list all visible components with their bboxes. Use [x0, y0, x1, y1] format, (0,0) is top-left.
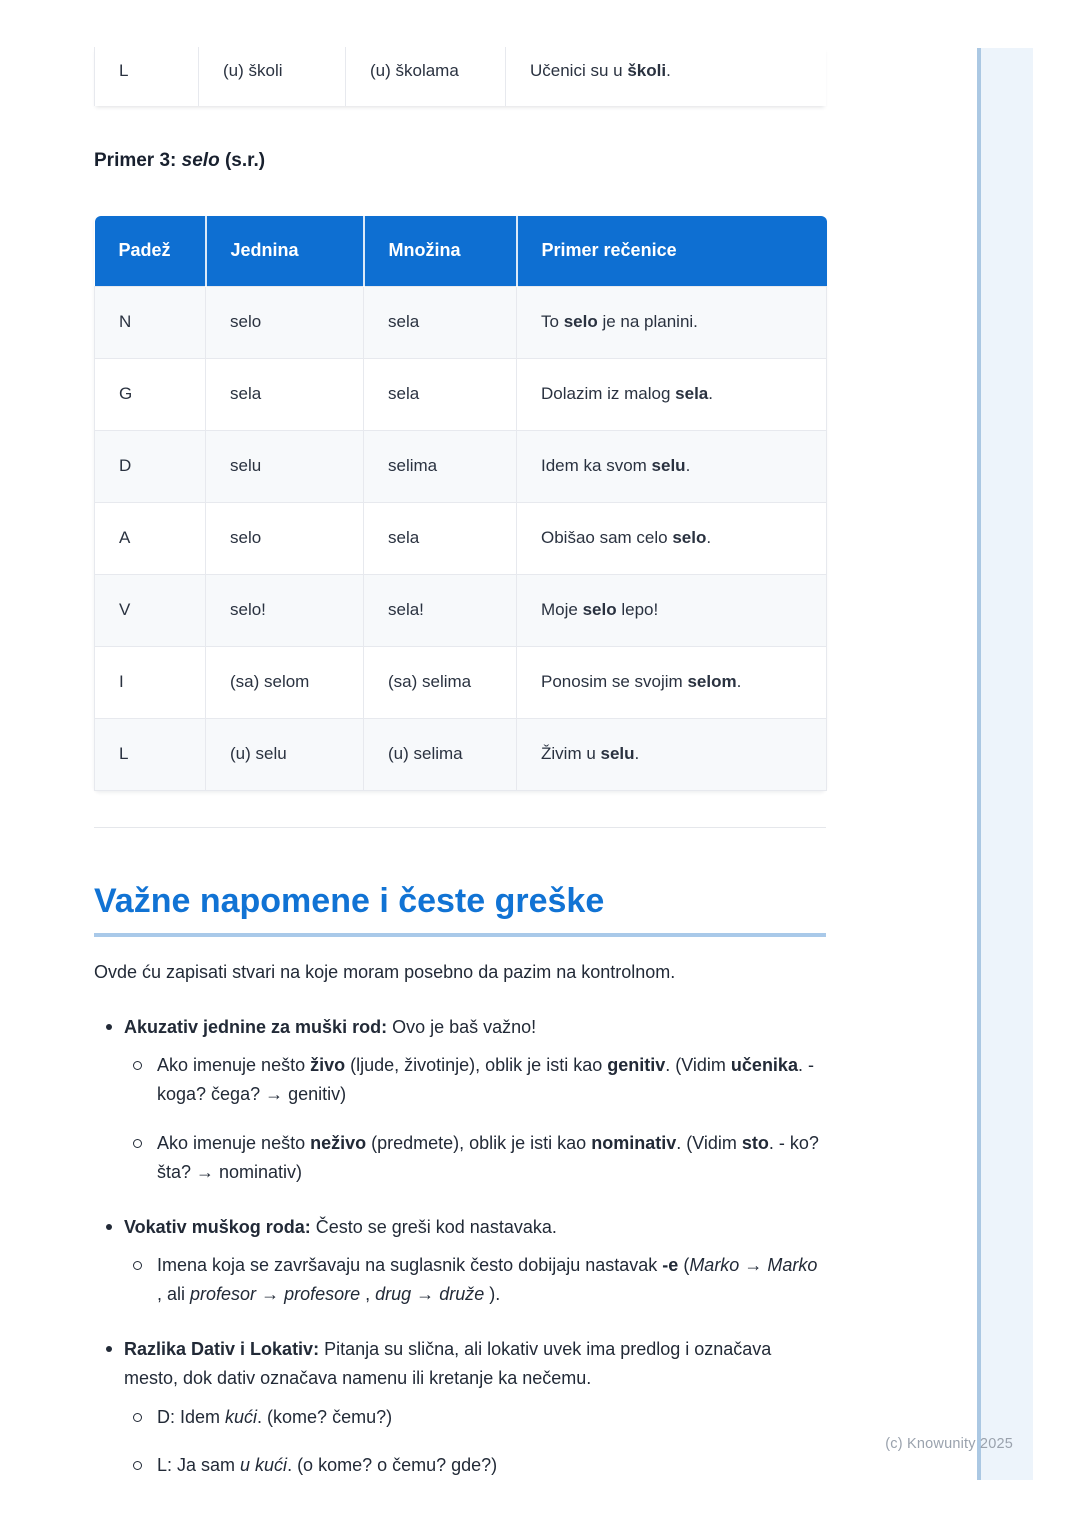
plural-cell: sela — [364, 358, 517, 430]
singular-cell: selo — [206, 502, 364, 574]
sub-list — [124, 1251, 826, 1309]
case-cell: L — [95, 47, 199, 106]
table-row — [95, 646, 827, 718]
sub-list-item: Imena koja se završavaju na suglasnik često dobijaju nastavak -e (Marko → Marko , ali profesor → profesore , drug → druže ). — [124, 1251, 826, 1309]
bullet-lead: Razlika Dativ i Lokativ: Pitanja su slična, ali lokativ uvek ima predlog i označava mesto, dok dativ označava namenu ili kretanje ka nečemu. — [124, 1338, 772, 1388]
sub-list — [124, 1403, 826, 1481]
plural-cell: (u) školama — [346, 47, 506, 106]
sub-list — [124, 1051, 826, 1186]
table-row — [95, 286, 827, 358]
table-row — [95, 718, 827, 790]
case-cell: G — [95, 358, 206, 430]
plural-cell: sela — [364, 286, 517, 358]
example-cell: Dolazim iz malog sela. — [517, 358, 827, 430]
list-item — [94, 1213, 826, 1309]
page-title: Važne napomene i česte greške — [94, 880, 826, 937]
sub-list-item: L: Ja sam u kući. (o kome? o čemu? gde?) — [124, 1451, 826, 1480]
list-item — [94, 1335, 826, 1480]
table-header-row — [95, 216, 827, 286]
section-divider — [94, 827, 826, 828]
sub-list-item: D: Idem kući. (kome? čemu?) — [124, 1403, 826, 1432]
case-cell: I — [95, 646, 206, 718]
sub-list-item: Ako imenuje nešto neživo (predmete), oblik je isti kao nominativ. (Vidim sto. - ko? šta? → nominativ) — [124, 1129, 826, 1187]
section-intro: Ovde ću zapisati stvari na koje moram posebno da pazim na kontrolnom. — [94, 961, 676, 982]
case-cell: A — [95, 502, 206, 574]
copyright-watermark: (c) Knowunity 2025 — [885, 1436, 1013, 1452]
table-row — [95, 574, 827, 646]
table-row — [95, 358, 827, 430]
singular-cell: (u) selu — [206, 718, 364, 790]
column-header-primer: Primer rečenice — [517, 216, 827, 286]
example-cell: Učenici su u školi. — [506, 47, 827, 106]
singular-cell: selo — [206, 286, 364, 358]
table-row — [95, 47, 827, 106]
skola-table-last-row — [94, 47, 826, 106]
case-cell: V — [95, 574, 206, 646]
singular-cell: sela — [206, 358, 364, 430]
notes-list — [94, 1013, 826, 1481]
example-cell: Moje selo lepo! — [517, 574, 827, 646]
column-header-mnozina: Množina — [364, 216, 517, 286]
bullet-lead: Vokativ muškog roda: Često se greši kod nastavaka. — [124, 1216, 557, 1237]
singular-cell: selu — [206, 430, 364, 502]
singular-cell: (u) školi — [199, 47, 346, 106]
plural-cell: (sa) selima — [364, 646, 517, 718]
example-cell: Obišao sam celo selo. — [517, 502, 827, 574]
bullet-lead: Akuzativ jednine za muški rod: Ovo je baš važno! — [124, 1016, 537, 1037]
table-row — [95, 502, 827, 574]
selo-declension-table — [94, 216, 826, 791]
case-cell: D — [95, 430, 206, 502]
primer-3-heading: Primer 3: selo (s.r.) — [94, 150, 266, 171]
scrollbar-track[interactable] — [977, 48, 1033, 1480]
plural-cell: sela — [364, 502, 517, 574]
singular-cell: (sa) selom — [206, 646, 364, 718]
plural-cell: sela! — [364, 574, 517, 646]
list-item — [94, 1013, 826, 1187]
singular-cell: selo! — [206, 574, 364, 646]
column-header-padez: Padež — [95, 216, 206, 286]
case-cell: N — [95, 286, 206, 358]
example-cell: Živim u selu. — [517, 718, 827, 790]
example-cell: Ponosim se svojim selom. — [517, 646, 827, 718]
example-cell: Idem ka svom selu. — [517, 430, 827, 502]
plural-cell: (u) selima — [364, 718, 517, 790]
case-cell: L — [95, 718, 206, 790]
example-cell: To selo je na planini. — [517, 286, 827, 358]
column-header-jednina: Jednina — [206, 216, 364, 286]
previous-table-fragment — [94, 47, 826, 106]
notes-section — [94, 880, 826, 1506]
sub-list-item: Ako imenuje nešto živo (ljude, životinje), oblik je isti kao genitiv. (Vidim učenika. - koga? čega? → genitiv) — [124, 1051, 826, 1109]
plural-cell: selima — [364, 430, 517, 502]
table-row — [95, 430, 827, 502]
